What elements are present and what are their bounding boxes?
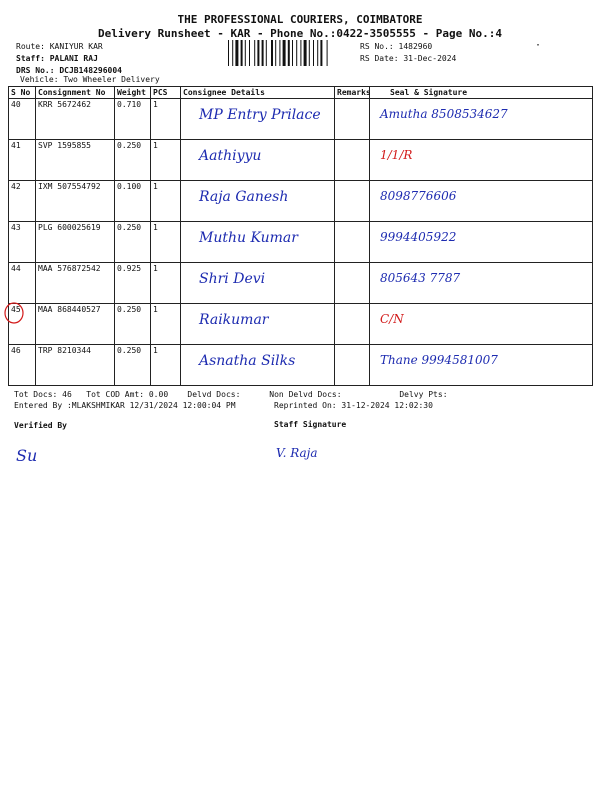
col-consignee: Consignee Details <box>181 87 335 99</box>
total-cod: Tot COD Amt: 0.00 <box>86 390 169 399</box>
row-consignment: TRP 8210344 <box>36 345 115 386</box>
table-row <box>9 99 593 140</box>
row-weight: 0.925 <box>115 263 151 304</box>
row-remarks <box>335 222 370 263</box>
consignee-handwriting: Raikumar <box>199 312 269 328</box>
col-pcs: PCS <box>151 87 181 99</box>
row-seal <box>370 345 593 386</box>
row-remarks <box>335 181 370 222</box>
page-title: THE PROFESSIONAL COURIERS, COIMBATORE <box>177 13 423 26</box>
row-seal <box>370 140 593 181</box>
row-pcs: 1 <box>151 222 181 263</box>
row-consignee <box>181 222 335 263</box>
row-pcs: 1 <box>151 263 181 304</box>
row-consignee <box>181 304 335 345</box>
delivery-points: Delvy Pts: <box>399 390 448 399</box>
table-row <box>9 140 593 181</box>
seal-handwriting: 805643 7787 <box>380 271 461 285</box>
consignee-handwriting: Asnatha Silks <box>199 353 296 369</box>
row-consignee <box>181 181 335 222</box>
route-label: Route: KANIYUR KAR <box>16 42 103 51</box>
row-pcs: 1 <box>151 181 181 222</box>
row-seal <box>370 304 593 345</box>
row-pcs: 1 <box>151 99 181 140</box>
seal-handwriting: Thane 9994581007 <box>380 353 498 367</box>
rs-number: RS No.: 1482960 <box>360 42 433 51</box>
row-weight: 0.710 <box>115 99 151 140</box>
table-header-row <box>9 87 593 99</box>
row-weight: 0.100 <box>115 181 151 222</box>
row-pcs: 1 <box>151 345 181 386</box>
row-consignment: MAA 868440527 <box>36 304 115 345</box>
consignee-handwriting: Shri Devi <box>199 271 266 287</box>
barcode <box>228 40 352 66</box>
row-consignment: KRR 5672462 <box>36 99 115 140</box>
table-row <box>9 222 593 263</box>
row-sno: 45 <box>9 304 36 345</box>
table-row <box>9 263 593 304</box>
seal-handwriting: 1/1/R <box>380 148 413 162</box>
footer-totals <box>14 390 448 399</box>
col-seal: Seal & Signature <box>370 87 593 99</box>
page-subtitle: Delivery Runsheet - KAR - Phone No.:0422-3505555 - Page No.:4 <box>98 27 502 40</box>
total-docs: Tot Docs: 46 <box>14 390 72 399</box>
staff-label: Staff: PALANI RAJ <box>16 54 98 63</box>
consignee-handwriting: Raja Ganesh <box>199 189 289 205</box>
col-consignment: Consignment No <box>36 87 115 99</box>
row-seal <box>370 99 593 140</box>
consignee-handwriting: Muthu Kumar <box>199 230 298 246</box>
drs-number: DRS No.: DCJB148296004 <box>16 66 122 75</box>
row-pcs: 1 <box>151 140 181 181</box>
row-seal <box>370 181 593 222</box>
row-consignee <box>181 263 335 304</box>
verified-by-label: Verified By <box>14 421 67 430</box>
row-remarks <box>335 304 370 345</box>
seal-handwriting: Amutha 8508534627 <box>380 107 508 121</box>
col-weight: Weight <box>115 87 151 99</box>
corner-mark: · <box>535 40 542 51</box>
row-consignment: IXM 507554792 <box>36 181 115 222</box>
seal-handwriting: 9994405922 <box>380 230 457 244</box>
row-consignee <box>181 140 335 181</box>
row-sno: 40 <box>9 99 36 140</box>
row-remarks <box>335 345 370 386</box>
row-consignment: PLG 600025619 <box>36 222 115 263</box>
row-weight: 0.250 <box>115 222 151 263</box>
consignee-handwriting: MP Entry Prilace <box>199 107 321 123</box>
table-row <box>9 181 593 222</box>
row-remarks <box>335 140 370 181</box>
reprinted-on: Reprinted On: 31-12-2024 12:02:30 <box>274 401 433 410</box>
table-row <box>9 345 593 386</box>
vehicle-label: Vehicle: Two Wheeler Delivery <box>20 75 160 84</box>
row-consignee <box>181 99 335 140</box>
runsheet-table <box>8 86 593 386</box>
row-remarks <box>335 99 370 140</box>
row-consignment: MAA 576872542 <box>36 263 115 304</box>
row-consignment: SVP 1595855 <box>36 140 115 181</box>
red-circle-mark <box>2 301 26 325</box>
staff-signature: V. Raja <box>276 446 318 460</box>
row-remarks <box>335 263 370 304</box>
row-consignee <box>181 345 335 386</box>
row-seal <box>370 222 593 263</box>
row-sno: 41 <box>9 140 36 181</box>
delivered-docs: Delvd Docs: <box>187 390 241 399</box>
row-sno: 43 <box>9 222 36 263</box>
seal-handwriting: C/N <box>380 312 404 326</box>
row-weight: 0.250 <box>115 140 151 181</box>
row-weight: 0.250 <box>115 345 151 386</box>
row-seal <box>370 263 593 304</box>
consignee-handwriting: Aathiyyu <box>199 148 262 164</box>
row-sno: 42 <box>9 181 36 222</box>
row-sno: 46 <box>9 345 36 386</box>
staff-signature-label: Staff Signature <box>274 420 347 429</box>
verifier-signature: Su <box>16 446 38 465</box>
non-delivered-docs: Non Delvd Docs: <box>269 390 342 399</box>
row-sno: 44 <box>9 263 36 304</box>
row-pcs: 1 <box>151 304 181 345</box>
entered-by: Entered By :MLAKSHMIKAR 12/31/2024 12:00:04 PM <box>14 401 236 410</box>
table-row <box>9 304 593 345</box>
col-remarks: Remarks <box>335 87 370 99</box>
col-sno: S No <box>9 87 36 99</box>
seal-handwriting: 8098776606 <box>380 189 457 203</box>
rs-date: RS Date: 31-Dec-2024 <box>360 54 457 63</box>
row-weight: 0.250 <box>115 304 151 345</box>
